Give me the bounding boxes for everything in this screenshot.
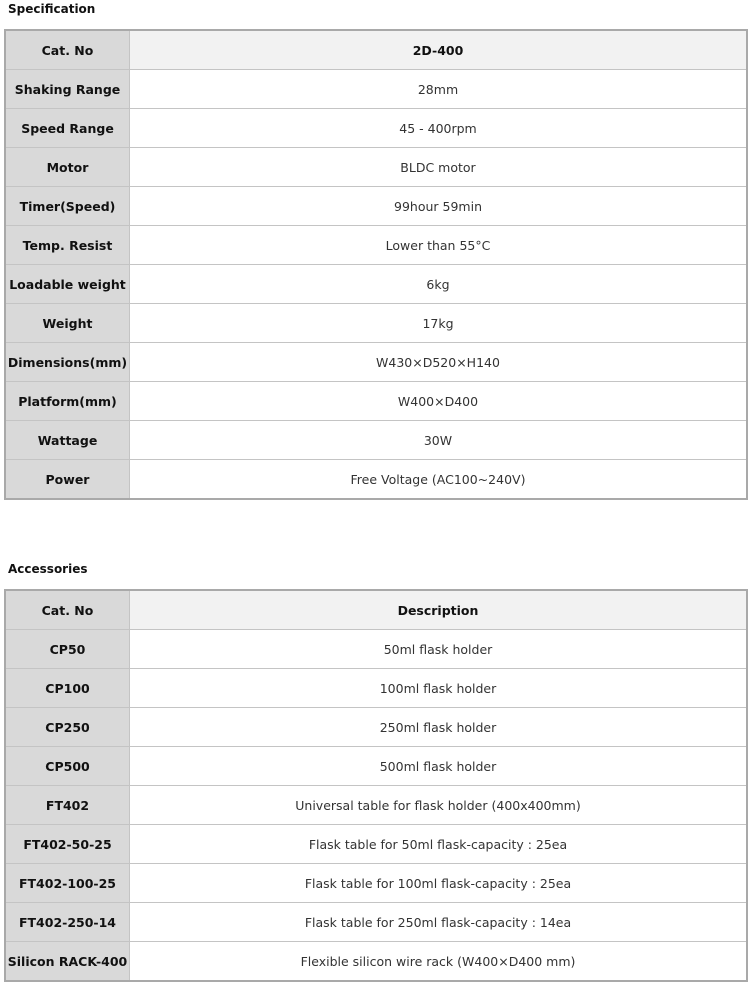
row-key: Platform(mm) <box>5 382 130 421</box>
header-value: Description <box>130 590 748 630</box>
table-row <box>5 786 747 825</box>
accessories-title: Accessories <box>8 562 88 576</box>
table-row <box>5 382 747 421</box>
row-value: 50ml flask holder <box>130 630 748 669</box>
row-key: FT402-250-14 <box>5 903 130 942</box>
row-value: 17kg <box>130 304 748 343</box>
table-header-row <box>5 590 747 630</box>
row-key: Power <box>5 460 130 500</box>
table-row <box>5 942 747 982</box>
table-row <box>5 421 747 460</box>
row-value: Lower than 55°C <box>130 226 748 265</box>
row-value: Flexible silicon wire rack (W400×D400 mm) <box>130 942 748 982</box>
row-key: Timer(Speed) <box>5 187 130 226</box>
table-row <box>5 747 747 786</box>
table-row <box>5 903 747 942</box>
row-value: W430×D520×H140 <box>130 343 748 382</box>
specification-table <box>4 29 748 500</box>
row-value: W400×D400 <box>130 382 748 421</box>
table-row <box>5 187 747 226</box>
accessories-table <box>4 589 748 982</box>
row-value: Flask table for 250ml flask-capacity : 14ea <box>130 903 748 942</box>
row-value: 30W <box>130 421 748 460</box>
table-row <box>5 148 747 187</box>
row-key: Speed Range <box>5 109 130 148</box>
row-value: BLDC motor <box>130 148 748 187</box>
table-row <box>5 669 747 708</box>
row-key: Shaking Range <box>5 70 130 109</box>
row-key: Wattage <box>5 421 130 460</box>
table-row <box>5 265 747 304</box>
row-value: 99hour 59min <box>130 187 748 226</box>
table-row <box>5 825 747 864</box>
row-value: 100ml flask holder <box>130 669 748 708</box>
header-key: Cat. No <box>5 30 130 70</box>
table-row <box>5 70 747 109</box>
row-key: Motor <box>5 148 130 187</box>
table-row <box>5 109 747 148</box>
header-key: Cat. No <box>5 590 130 630</box>
specification-title: Specification <box>8 2 96 16</box>
row-value: Free Voltage (AC100~240V) <box>130 460 748 500</box>
row-value: 28mm <box>130 70 748 109</box>
row-value: 45 - 400rpm <box>130 109 748 148</box>
table-row <box>5 630 747 669</box>
row-key: FT402 <box>5 786 130 825</box>
header-value: 2D-400 <box>130 30 748 70</box>
table-row <box>5 708 747 747</box>
row-value: 6kg <box>130 265 748 304</box>
row-key: CP100 <box>5 669 130 708</box>
row-value: 250ml flask holder <box>130 708 748 747</box>
row-key: CP250 <box>5 708 130 747</box>
row-key: Temp. Resist <box>5 226 130 265</box>
row-value: Universal table for flask holder (400x400mm) <box>130 786 748 825</box>
row-key: CP50 <box>5 630 130 669</box>
table-row <box>5 460 747 500</box>
row-key: Weight <box>5 304 130 343</box>
row-value: Flask table for 100ml flask-capacity : 25ea <box>130 864 748 903</box>
table-row <box>5 226 747 265</box>
row-key: Dimensions(mm) <box>5 343 130 382</box>
table-header-row <box>5 30 747 70</box>
row-key: FT402-50-25 <box>5 825 130 864</box>
row-value: Flask table for 50ml flask-capacity : 25ea <box>130 825 748 864</box>
table-row <box>5 343 747 382</box>
table-row <box>5 864 747 903</box>
row-key: FT402-100-25 <box>5 864 130 903</box>
row-key: Silicon RACK-400 <box>5 942 130 982</box>
table-row <box>5 304 747 343</box>
row-key: Loadable weight <box>5 265 130 304</box>
row-value: 500ml flask holder <box>130 747 748 786</box>
row-key: CP500 <box>5 747 130 786</box>
